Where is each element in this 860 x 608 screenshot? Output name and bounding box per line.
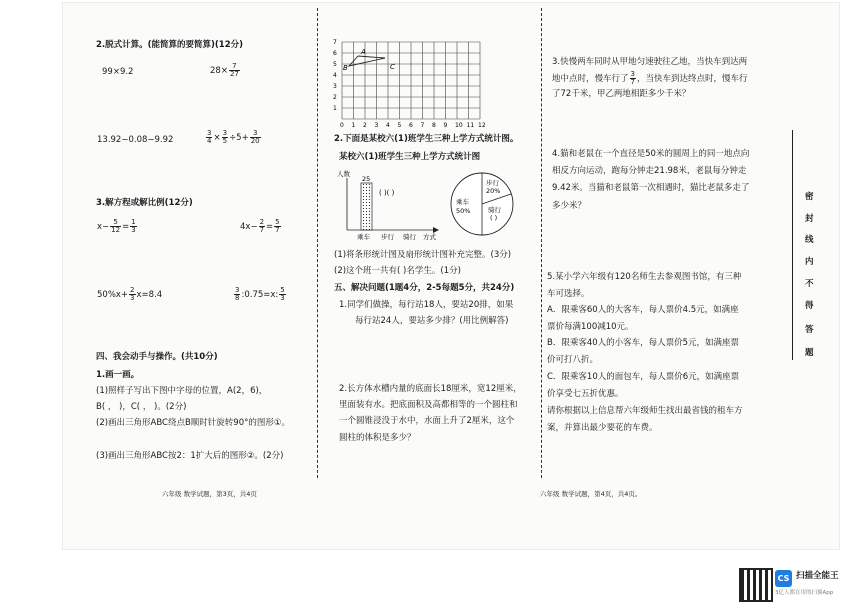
problem-5-request: 请你根据以上信息帮六年级师生找出最省钱的租车方 — [547, 406, 743, 416]
draw-q3: (3)画出三角形ABC按2：1扩大后的图形②。(2分) — [96, 451, 284, 461]
expr-4: $\frac{3}{4}$ × $\frac{3}{5}$ ÷5+ $\frac{3}{20}$ — [207, 129, 260, 145]
bar-blank-values: ( )( ) — [379, 189, 395, 197]
problem-4-line3: 9.42米。当猫和老鼠第一次相遇时，猫比老鼠多走了 — [552, 183, 750, 193]
problem-5-option-b-2: 价可打八折。 — [547, 355, 599, 365]
pie-walk-pct: 20% — [486, 187, 501, 195]
problem-2-line2: 里面装有水。把底面积及高都相等的一个圆柱和 — [339, 400, 518, 410]
equation-1: x− $\frac{5}{12}$ = $\frac{1}{3}$ — [97, 218, 136, 234]
bar-category-walk: 步行 — [381, 233, 394, 241]
pie-bus-pct: 50% — [456, 207, 471, 215]
point-c-label: C — [390, 63, 395, 71]
problem-1: 1.同学们做操，每行站18人，要站20排，如果 — [339, 300, 514, 310]
qr-code — [739, 568, 773, 602]
problem-5-option-a: A．限乘客60人的大客车，每人票价4.5元，如满座 — [547, 305, 739, 315]
problem-5: 5.某小学六年级有120名师生去参观图书馆，有三种 — [547, 272, 742, 282]
pie-bike-label: 骑行 — [488, 206, 501, 214]
bar-chart — [335, 168, 445, 242]
pie-bike-pct: ( ) — [490, 214, 498, 222]
problem-5-option-c: C．限乘客10人的面包车，每人票价6元，如满座票 — [547, 372, 740, 382]
problem-4-line4: 多少米？ — [552, 201, 587, 211]
expr-2: 28× $\frac{7}{27}$ — [210, 62, 239, 78]
grid-x-tick: 0 — [340, 122, 344, 129]
draw-title: 1.画一画。 — [96, 370, 140, 380]
problem-5-request-2: 案，并算出最少要花的车费。 — [547, 423, 658, 433]
pie-chart — [448, 170, 518, 240]
point-b-label: B — [343, 64, 348, 72]
seal-line-char: 线 — [805, 235, 814, 245]
column-divider-right — [541, 8, 543, 478]
bar-chart-xlabel: 方式 — [423, 233, 436, 241]
coordinate-grid — [330, 35, 492, 133]
grid-x-tick: 8 — [432, 122, 436, 129]
seal-line-char: 题 — [805, 348, 814, 358]
problem-2: 2.长方体水槽内量的底面长18厘米，宽12厘米， — [339, 384, 522, 394]
equation-2: 4x− $\frac{2}{7}$ = $\frac{5}{7}$ — [240, 218, 280, 234]
seal-line-char: 密 — [805, 192, 814, 202]
middle-q2-part2: (2)这个班一共有( )名学生。(1分) — [334, 266, 461, 276]
expr-3: 13.92−0.08−9.92 — [97, 135, 174, 145]
pie-bus-label: 乘车 — [456, 198, 469, 206]
problem-2-line4: 圆柱的体积是多少？ — [339, 433, 416, 443]
camscanner-logo: CS — [775, 570, 792, 587]
problem-4: 4.猫和老鼠在一个直径是50米的圆周上的同一地点向 — [552, 149, 750, 159]
middle-q2-part1: (1)将条形统计图及扇形统计图补充完整。(3分) — [334, 250, 512, 260]
scanner-subtitle: 3亿人都在用的扫描App — [775, 590, 834, 596]
grid-x-tick: 3 — [374, 122, 379, 129]
grid-x-tick: 2 — [363, 122, 367, 129]
seal-line-char: 不 — [805, 279, 814, 289]
bar-category-bus: 乘车 — [357, 233, 370, 241]
equation-3: 50%x+ $\frac{2}{3}$ x=8.4 — [97, 286, 163, 302]
bar-category-bike: 骑行 — [403, 233, 416, 241]
grid-y-tick: 2 — [333, 94, 337, 101]
problem-5-option-c-2: 价享受七五折优惠。 — [547, 389, 624, 399]
seal-line — [792, 130, 793, 360]
grid-y-tick: 7 — [333, 39, 337, 46]
q2-title: 2.脱式计算。(能简算的要简算)(12分) — [96, 40, 244, 50]
problem-1-line2: 每行站24人，要站多少排？(用比例解答) — [355, 316, 509, 326]
bar-bus — [361, 183, 372, 230]
problem-4-line2: 相反方向运动，跑每分钟走21.98米，老鼠每分钟走 — [552, 166, 747, 176]
bar-bus-value: 25 — [362, 175, 371, 183]
problem-5-option-a-2: 票价每满100减10元。 — [547, 322, 634, 332]
draw-q1: (1)照样子写出下图中字母的位置，A(2，6)， — [96, 386, 268, 396]
seal-line-char: 内 — [805, 257, 814, 267]
q3-title: 3.解方程或解比例(12分) — [96, 198, 193, 208]
problem-2-line3: 一个圆锥浸没于水中，水面上升了2厘米，这个 — [339, 416, 515, 426]
middle-q2-title: 2.下面是某校六(1)班学生三种上学方式统计图。 — [334, 134, 519, 144]
section-5-title: 五、解决问题(1题4分，2-5每题5分，共24分) — [334, 283, 515, 293]
bar-chart-ylabel: 人数 — [337, 170, 350, 178]
grid-x-tick: 5 — [397, 122, 402, 129]
grid-y-tick: 5 — [333, 61, 337, 68]
grid-x-tick: 12 — [478, 122, 486, 129]
seal-line-char: 得 — [805, 301, 814, 311]
grid-x-tick: 7 — [420, 122, 425, 129]
grid-x-tick: 1 — [351, 122, 356, 129]
grid-x-tick: 11 — [466, 122, 475, 129]
point-a-label: A — [361, 48, 366, 56]
problem-3-line3: 了72千米，甲乙两地相距多少千米？ — [552, 89, 691, 99]
grid-y-tick: 6 — [333, 50, 337, 57]
seal-line-char: 封 — [805, 214, 814, 224]
problem-5-option-b: B．限乘客40人的小客车，每人票价5元，如满座票 — [547, 338, 740, 348]
grid-y-tick: 4 — [333, 72, 337, 79]
grid-x-tick: 6 — [409, 122, 413, 129]
pie-walk-label: 步行 — [486, 179, 499, 187]
grid-x-tick: 4 — [386, 122, 390, 129]
triangle-abc — [349, 56, 385, 66]
grid-y-tick: 1 — [333, 105, 337, 112]
grid-x-tick: 9 — [443, 122, 448, 129]
footer-page-4: 六年级 数学试题，第4页，共4页。 — [540, 490, 642, 498]
grid-x-tick: 10 — [455, 122, 463, 129]
problem-3-line2: 地中点时，慢车行了 $\frac{3}{7}$ ，当快车到达终点时，慢车行 — [552, 70, 748, 86]
draw-q2: (2)画出三角形ABC绕点B顺时针旋转90°的图形①。 — [96, 418, 290, 428]
problem-3: 3.快慢两车同时从甲地匀速驶往乙地，当快车到达两 — [552, 57, 748, 67]
equation-4: $\frac{3}{8}$ :0.75=x: $\frac{5}{3}$ — [235, 286, 285, 302]
seal-line-char: 答 — [805, 325, 814, 335]
scanner-brand: 扫描全能王 — [796, 571, 839, 581]
footer-page-3: 六年级 数学试题，第3页，共4页 — [162, 490, 257, 498]
column-divider-left — [317, 8, 319, 478]
expr-1: 99×9.2 — [102, 67, 134, 77]
draw-q1-blanks: B( ， )，C( ， )。(2分) — [96, 402, 187, 412]
problem-5-line2: 车可选择。 — [547, 289, 590, 299]
chart-title: 某校六(1)班学生三种上学方式统计图 — [339, 152, 481, 162]
grid-y-tick: 3 — [333, 83, 337, 90]
section-4-title: 四、我会动手与操作。(共10分) — [96, 352, 218, 362]
